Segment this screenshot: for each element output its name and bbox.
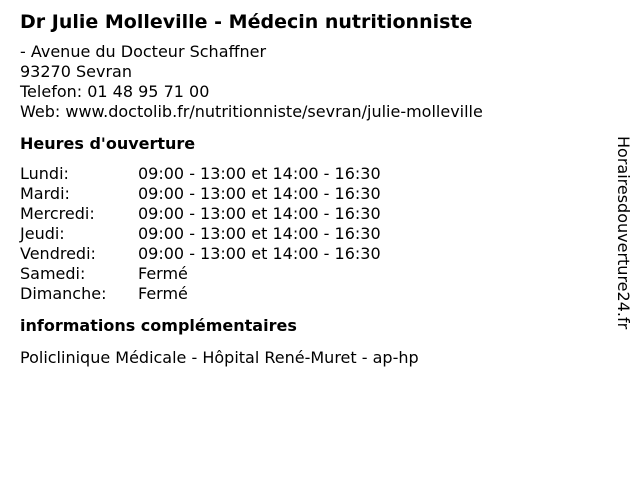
day-label: Mercredi: <box>20 204 95 223</box>
time-value: Fermé <box>138 284 188 303</box>
page-title: Dr Julie Molleville - Médecin nutritionniste <box>20 11 473 33</box>
time-value: 09:00 - 13:00 et 14:00 - 16:30 <box>138 184 381 203</box>
day-label: Lundi: <box>20 164 69 183</box>
hours-row-saturday <box>20 264 600 284</box>
opening-hours-table <box>20 164 600 304</box>
time-value: 09:00 - 13:00 et 14:00 - 16:30 <box>138 244 381 263</box>
day-label: Vendredi: <box>20 244 96 263</box>
additional-info-text: Policlinique Médicale - Hôpital René-Muret - ap-hp <box>20 348 419 367</box>
hours-row-thursday <box>20 224 600 244</box>
website-link[interactable]: Web: www.doctolib.fr/nutritionniste/sevran/julie-molleville <box>20 102 483 121</box>
hours-row-tuesday <box>20 184 600 204</box>
day-label: Mardi: <box>20 184 70 203</box>
time-value: 09:00 - 13:00 et 14:00 - 16:30 <box>138 224 381 243</box>
time-value: Fermé <box>138 264 188 283</box>
time-value: 09:00 - 13:00 et 14:00 - 16:30 <box>138 204 381 223</box>
hours-row-monday <box>20 164 600 184</box>
hours-row-wednesday <box>20 204 600 224</box>
business-info-page <box>20 10 600 368</box>
phone-number: Telefon: 01 48 95 71 00 <box>20 82 210 101</box>
day-label: Jeudi: <box>20 224 65 243</box>
additional-info-heading: informations complémentaires <box>20 316 297 335</box>
contact-block <box>20 42 600 122</box>
day-label: Dimanche: <box>20 284 107 303</box>
time-value: 09:00 - 13:00 et 14:00 - 16:30 <box>138 164 381 183</box>
day-label: Samedi: <box>20 264 86 283</box>
site-watermark: Horairesdouverture24.fr <box>614 136 633 330</box>
street-address: - Avenue du Docteur Schaffner <box>20 42 267 61</box>
opening-hours-heading: Heures d'ouverture <box>20 134 196 153</box>
hours-row-sunday <box>20 284 600 304</box>
hours-row-friday <box>20 244 600 264</box>
postal-city: 93270 Sevran <box>20 62 132 81</box>
